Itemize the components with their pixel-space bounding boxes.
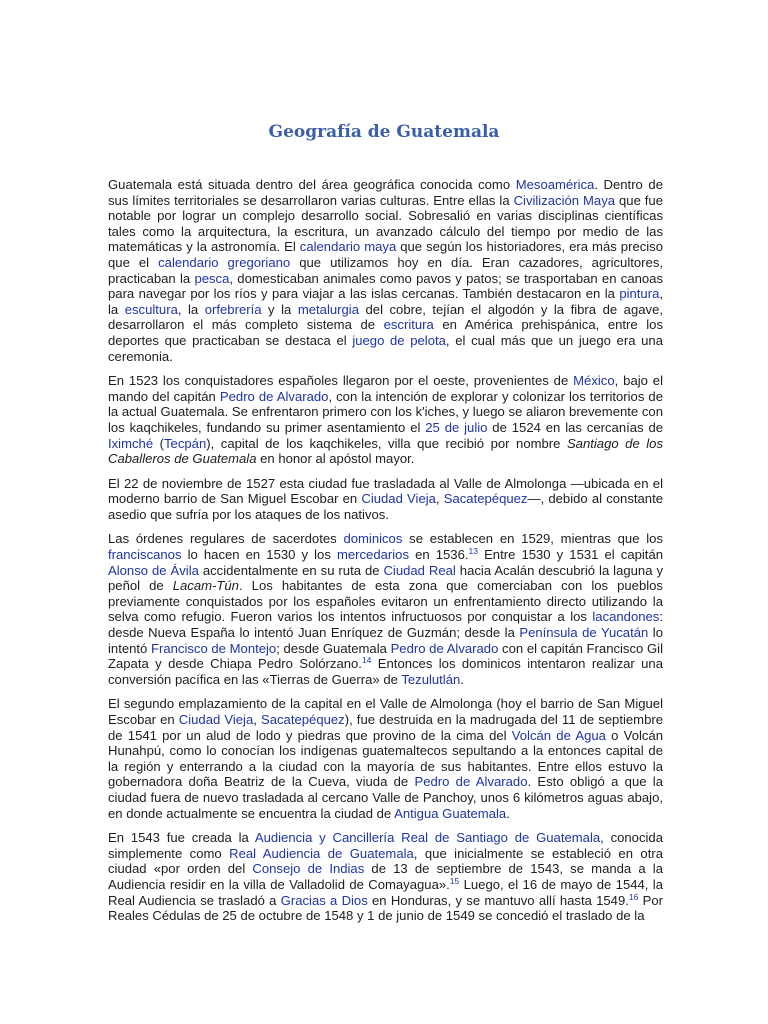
footnote-ref[interactable]: 13 [468, 546, 478, 557]
text-run: accidentalmente en su ruta de [198, 562, 384, 578]
text-run: , el cual más que un juego era una ceremonia. [108, 332, 663, 364]
text-run: ; desde Guatemala [276, 640, 391, 656]
text-link[interactable]: Iximché [108, 435, 154, 451]
footnote-ref[interactable]: 16 [628, 891, 639, 902]
text-link[interactable]: juego de pelota [352, 332, 446, 348]
text-run: El 22 de noviembre de 1527 esta ciudad fue trasladada al Valle de Almolonga —ubicada en el moderno barrio de San Miguel Escobar en [108, 475, 663, 507]
text-run: de 1524 en las cercanías de [487, 419, 664, 435]
paragraph [108, 696, 663, 821]
text-run: lo intentó [108, 625, 663, 656]
text-run: de 13 de septiembre de 1543, se manda a la Audiencia residir en la villa de Valladolid de Comayagua». [108, 861, 663, 892]
text-link[interactable]: Península de Yucatán [519, 625, 649, 641]
italic-text: Santiago de los Caballeros de Guatemala [108, 435, 663, 467]
text-link[interactable]: Pedro de Alvarado [219, 388, 329, 404]
text-link[interactable]: Alonso de Ávila [108, 562, 199, 578]
text-link[interactable]: mercedarios [336, 547, 409, 563]
text-run: y la [261, 301, 298, 317]
text-run: , con la intención de explorar y colonizar los territorios de la actual Guatemala. Se enfrentaron primero con los k'iches, y luego se aliaron brevemente con los kaqchikeles, fundando su primer asentamiento el [108, 388, 663, 435]
text-link[interactable]: Ciudad Vieja [361, 491, 436, 507]
text-run: con el capitán Francisco Gil Zapata y desde Chiapa Pedro Solórzano. [108, 640, 663, 672]
text-run: lo hacen en 1530 y los [181, 547, 337, 563]
text-run: ( [153, 435, 165, 451]
text-run: Por Reales Cédulas de 25 de octubre de 1548 y 1 de junio de 1549 se concedió el traslado de la [108, 892, 663, 924]
text-link[interactable]: Ciudad Vieja [178, 712, 254, 727]
paragraph [108, 476, 663, 523]
text-link[interactable]: dominicos [343, 531, 403, 547]
text-run: en América prehispánica, entre los deportes que practicaban se destaca el [108, 317, 663, 348]
text-link[interactable]: Sacatepéquez [443, 491, 528, 507]
text-link[interactable]: Francisco de Montejo [150, 640, 277, 656]
italic-text: Lacam-Tún [172, 578, 239, 594]
text-link[interactable]: lacandones [592, 609, 660, 625]
text-run: se establecen en 1529, mientras que los [402, 531, 663, 547]
text-run: del cobre, tejían el algodón y la fibra de agave, desarrollaron el más completo sistema de [108, 301, 663, 333]
text-run: Guatemala está situada dentro del área geográfica conocida como [108, 177, 516, 192]
text-link[interactable]: Audiencia y Cancillería Real de Santiago de Guatemala [254, 830, 601, 846]
text-run: , que inicialmente se estableció en otra ciudad «por orden del [108, 845, 663, 877]
text-run: Luego, el 16 de mayo de 1544, la Real Audiencia se trasladó a [108, 876, 663, 908]
text-run: , domesticaban animales como pavos y patos; se trasportaban en canoas para navegar por los ríos y para viajar a las islas cercanas. También destacaron en la [108, 270, 663, 302]
page-title: Geografía de Guatemala [268, 122, 500, 142]
text-run: En 1543 fue creada la [108, 830, 255, 846]
text-run: que según los historiadores, era más preciso que el [108, 239, 664, 270]
paragraph [108, 373, 663, 467]
text-run: o Volcán Hunahpú, como lo conocían los indígenas guatemaltecos sepultando a la entonces capital de la región y enterrando a la ciudad con la mayoría de sus habitantes. Entre ellos estuvo la gobernadora doña Beatriz de la Cueva, viuda de [108, 727, 663, 790]
text-run: El segundo emplazamiento de la capital en el Valle de Almolonga (hoy el barrio de San Miguel Escobar en [108, 696, 663, 727]
text-run: ), fue destruida en la madrugada del 11 de septiembre de 1541 por un alud de lodo y piedras que provino de la cima del [108, 712, 663, 743]
text-run: , la [177, 301, 205, 317]
text-run: . Los habitantes de esta zona que comerciaban con los pueblos previamente conquistados por los españoles evitaron un enfrentamiento directo utilizando la selva como refugio. Fueron varios los intentos infructuosos por conquistar a los [108, 578, 663, 625]
text-link[interactable]: 25 de julio [425, 419, 488, 435]
text-link[interactable]: escritura [383, 317, 434, 333]
text-link[interactable]: Pedro de Alvarado [390, 640, 499, 656]
text-run: ), capital de los kaqchikeles, villa que recibió por nombre [206, 435, 567, 451]
text-run: : desde Nueva España lo intentó Juan Enríquez de Guzmán; desde la [108, 609, 663, 641]
text-run: . Dentro de sus límites territoriales se desarrollaron varias culturas. Entre ellas la [108, 177, 663, 208]
text-run: , [435, 491, 444, 507]
text-link[interactable]: calendario maya [299, 239, 397, 255]
text-link[interactable]: Antigua Guatemala [394, 805, 507, 821]
text-link[interactable]: Gracias a Dios [280, 892, 368, 908]
text-link[interactable]: Tezulutlán [401, 671, 461, 687]
text-link[interactable]: Consejo de Indias [252, 861, 365, 877]
text-run: . [460, 671, 464, 687]
text-run: . Esto obligó a que la ciudad fuera de nuevo trasladada al cercano Valle de Panchoy, unos 6 kilómetros aguas abajo, en donde actualmente se encuentra la ciudad de [108, 774, 663, 821]
text-run: —, debido al constante asedio que sufría por los ataques de los nativos. [108, 491, 663, 522]
text-run: en honor al apóstol mayor. [256, 451, 415, 467]
text-run: Entre 1530 y 1531 el capitán [477, 547, 664, 563]
text-link[interactable]: Pedro de Alvarado [414, 774, 528, 790]
text-link[interactable]: pintura [619, 286, 660, 302]
text-run: , la [108, 286, 663, 317]
text-link[interactable]: Mesoamérica [515, 177, 595, 192]
text-link[interactable]: México [573, 373, 615, 389]
text-link[interactable]: calendario gregoriano [158, 254, 291, 270]
text-run: , bajo el mando del capitán [108, 373, 663, 404]
text-run: En 1523 los conquistadores españoles llegaron por el oeste, provenientes de [108, 373, 574, 389]
text-link[interactable]: Real Audiencia de Guatemala [229, 845, 414, 861]
text-run: en Honduras, y se mantuvo allí hasta 1549. [367, 892, 629, 908]
article-body [108, 177, 663, 933]
text-link[interactable]: metalurgia [297, 301, 359, 317]
text-run: , conocida simplemente como [108, 830, 663, 861]
text-run: hacia Acalán descubrió la laguna y peñol de [108, 562, 663, 594]
footnote-ref[interactable]: 14 [361, 655, 372, 666]
text-link[interactable]: Sacatepéquez [260, 712, 345, 727]
text-link[interactable]: orfebrería [204, 301, 262, 317]
text-link[interactable]: Tecpán [164, 435, 207, 451]
text-link[interactable]: Civilización Maya [513, 192, 616, 208]
text-run: Entonces los dominicos intentaron realizar una conversión pacífica en las «Tierras de Guerra» de [108, 656, 663, 687]
text-run: , [253, 712, 261, 727]
paragraph [108, 830, 663, 924]
text-link[interactable]: Ciudad Real [383, 562, 456, 578]
footnote-ref[interactable]: 15 [449, 875, 460, 886]
text-link[interactable]: franciscanos [108, 547, 182, 563]
text-run: . [506, 805, 510, 821]
text-run: Las órdenes regulares de sacerdotes [108, 531, 344, 547]
text-link[interactable]: pesca [194, 270, 230, 286]
text-run: en 1536. [409, 547, 469, 563]
text-link[interactable]: escultura [124, 301, 178, 317]
text-link[interactable]: Volcán de Agua [511, 727, 606, 743]
text-run: que utilizamos hoy en día. Eran cazadores, agricultores, practicaban la [108, 254, 663, 286]
paragraph [108, 531, 663, 687]
paragraph [108, 177, 663, 364]
text-run: que fue notable por lograr un complejo desarrollo social. Sobresalió en varias disciplinas científicas tales como la arquitectura, la escritura, un avanzado cálculo del tiempo por medio de las matemáticas y la astronomía. El [108, 192, 664, 255]
